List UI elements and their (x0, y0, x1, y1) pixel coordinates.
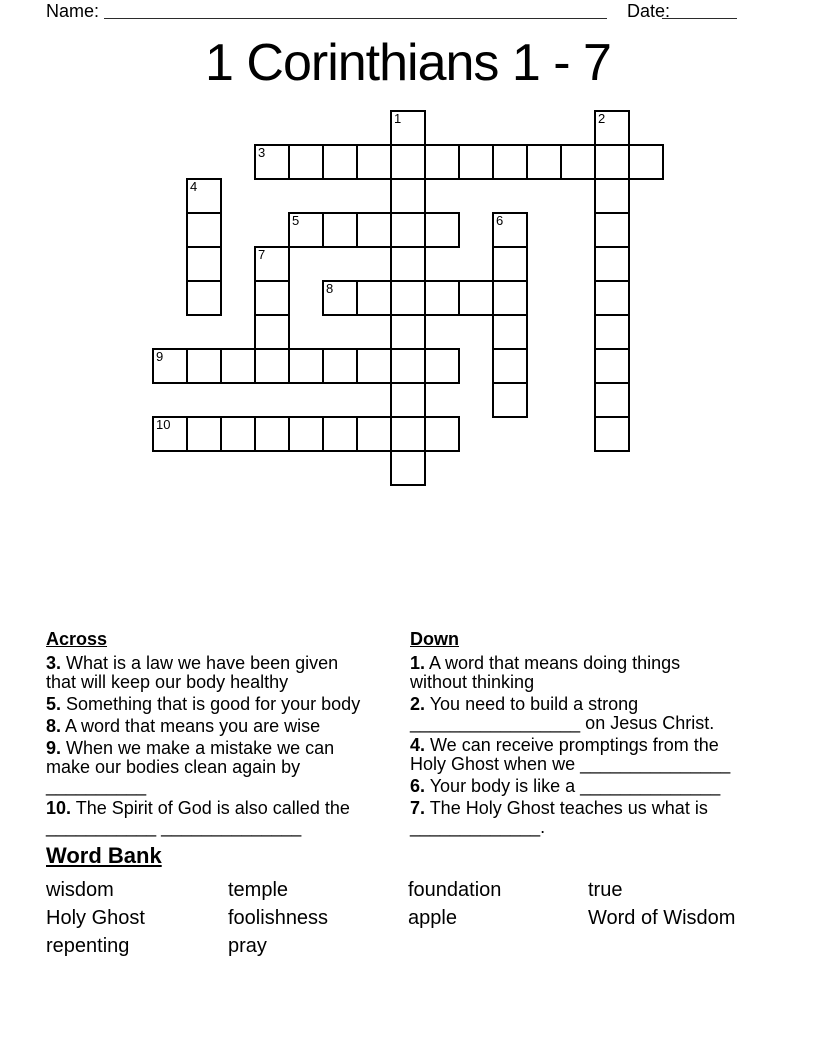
clue-number: 5. (46, 694, 62, 714)
grid-cell-r1-c3 (254, 144, 290, 180)
grid-cell-r5-c1 (186, 280, 222, 316)
clue-number: 2. (410, 694, 426, 714)
grid-cell-r5-c7 (390, 280, 426, 316)
cell-number-5: 5 (292, 213, 300, 228)
grid-cell-r3-c5 (322, 212, 358, 248)
across-clues-section (46, 630, 368, 840)
grid-cell-r5-c6 (356, 280, 392, 316)
cell-number-10: 10 (156, 417, 171, 432)
down-clue-6: 6. Your body is like a ______________ (410, 776, 721, 796)
grid-cell-r1-c10 (492, 144, 528, 180)
grid-cell-r4-c10 (492, 246, 528, 282)
clue-number: 8. (46, 716, 62, 736)
grid-cell-r6-c3 (254, 314, 290, 350)
grid-cell-r1-c14 (628, 144, 664, 180)
word-bank-item: apple (408, 907, 457, 929)
grid-cell-r7-c3 (254, 348, 290, 384)
grid-cell-r4-c1 (186, 246, 222, 282)
grid-cell-r1-c9 (458, 144, 494, 180)
grid-cell-r9-c4 (288, 416, 324, 452)
grid-cell-r9-c1 (186, 416, 222, 452)
grid-cell-r1-c13 (594, 144, 630, 180)
grid-cell-r5-c10 (492, 280, 528, 316)
grid-cell-r6-c7 (390, 314, 426, 350)
down-clue-7: 7. The Holy Ghost teaches us what is _____________. (410, 798, 708, 837)
cell-number-8: 8 (326, 281, 334, 296)
grid-cell-r7-c1 (186, 348, 222, 384)
cell-number-6: 6 (496, 213, 504, 228)
word-bank-heading: Word Bank (46, 843, 162, 868)
across-clue-5: 5. Something that is good for your body (46, 694, 361, 714)
grid-cell-r9-c6 (356, 416, 392, 452)
grid-cell-r4-c7 (390, 246, 426, 282)
down-clues-section (410, 630, 740, 840)
grid-cell-r2-c7 (390, 178, 426, 214)
page-title: 1 Corinthians 1 - 7 (205, 34, 611, 92)
grid-cell-r9-c3 (254, 416, 290, 452)
grid-cell-r7-c0 (152, 348, 188, 384)
grid-cell-r1-c11 (526, 144, 562, 180)
grid-cell-r8-c13 (594, 382, 630, 418)
grid-cell-r5-c5 (322, 280, 358, 316)
grid-cell-r8-c7 (390, 382, 426, 418)
grid-cell-r10-c7 (390, 450, 426, 486)
grid-cell-r3-c13 (594, 212, 630, 248)
grid-cell-r7-c10 (492, 348, 528, 384)
grid-cell-r7-c6 (356, 348, 392, 384)
across-clue-8: 8. A word that means you are wise (46, 716, 321, 736)
cell-number-1: 1 (394, 111, 402, 126)
down-clue-2: 2. You need to build a strong _________________ on Jesus Christ. (410, 694, 715, 733)
word-bank-item: temple (228, 879, 289, 901)
cell-number-4: 4 (190, 179, 198, 194)
word-bank-item: repenting (46, 935, 130, 957)
across-heading: Across (46, 629, 108, 649)
grid-cell-r3-c10 (492, 212, 528, 248)
grid-cell-r8-c10 (492, 382, 528, 418)
grid-cell-r7-c2 (220, 348, 256, 384)
word-bank-section (46, 844, 776, 960)
word-bank-item: foolishness (228, 907, 329, 929)
grid-cell-r3-c7 (390, 212, 426, 248)
clue-number: 1. (410, 653, 426, 673)
grid-cell-r3-c4 (288, 212, 324, 248)
down-clue-list (410, 654, 740, 837)
grid-cell-r4-c13 (594, 246, 630, 282)
grid-cell-r1-c12 (560, 144, 596, 180)
grid-cell-r3-c8 (424, 212, 460, 248)
grid-cell-r0-c13 (594, 110, 630, 146)
grid-cell-r3-c6 (356, 212, 392, 248)
word-bank-item: wisdom (46, 879, 114, 901)
word-bank-item: Word of Wisdom (588, 907, 736, 929)
grid-cell-r3-c1 (186, 212, 222, 248)
clue-number: 6. (410, 776, 426, 796)
cell-number-2: 2 (598, 111, 606, 126)
date-blank-line (662, 2, 737, 19)
grid-cell-r5-c13 (594, 280, 630, 316)
grid-cell-r7-c8 (424, 348, 460, 384)
down-clue-4: 4. We can receive promptings from the Holy Ghost when we _______________ (410, 735, 731, 774)
grid-cell-r5-c9 (458, 280, 494, 316)
grid-cell-r9-c7 (390, 416, 426, 452)
grid-cell-r0-c7 (390, 110, 426, 146)
grid-cell-r9-c2 (220, 416, 256, 452)
clue-number: 4. (410, 735, 426, 755)
name-blank-line (104, 2, 607, 19)
crossword-grid (152, 110, 664, 486)
grid-cell-r4-c3 (254, 246, 290, 282)
grid-cell-r1-c7 (390, 144, 426, 180)
grid-cell-r7-c13 (594, 348, 630, 384)
grid-cell-r6-c10 (492, 314, 528, 350)
across-clue-9: 9. When we make a mistake we can make our bodies clean again by __________ (46, 738, 335, 796)
grid-cell-r1-c8 (424, 144, 460, 180)
grid-cell-r7-c7 (390, 348, 426, 384)
cell-number-7: 7 (258, 247, 266, 262)
word-bank-item: pray (228, 935, 267, 957)
grid-cell-r1-c6 (356, 144, 392, 180)
across-clue-3: 3. What is a law we have been given that will keep our body healthy (46, 653, 339, 692)
down-clue-1: 1. A word that means doing things without thinking (410, 653, 681, 692)
grid-cell-r9-c0 (152, 416, 188, 452)
grid-cell-r9-c5 (322, 416, 358, 452)
clue-number: 3. (46, 653, 62, 673)
clue-number: 9. (46, 738, 62, 758)
across-clue-list (46, 654, 368, 837)
grid-cell-r5-c3 (254, 280, 290, 316)
down-heading: Down (410, 629, 459, 649)
grid-cell-r7-c4 (288, 348, 324, 384)
cell-number-3: 3 (258, 145, 266, 160)
grid-cell-r6-c13 (594, 314, 630, 350)
word-bank-item: true (588, 879, 623, 901)
grid-cell-r2-c1 (186, 178, 222, 214)
word-bank-grid (46, 876, 776, 960)
grid-cell-r9-c8 (424, 416, 460, 452)
cell-number-9: 9 (156, 349, 164, 364)
grid-cell-r2-c13 (594, 178, 630, 214)
grid-cell-r9-c13 (594, 416, 630, 452)
across-clue-10: 10. The Spirit of God is also called the ___________ ______________ (46, 798, 350, 837)
word-bank-item: foundation (408, 879, 502, 901)
clue-number: 10. (46, 798, 72, 818)
clue-number: 7. (410, 798, 426, 818)
grid-cell-r1-c5 (322, 144, 358, 180)
word-bank-item: Holy Ghost (46, 907, 145, 929)
grid-cell-r7-c5 (322, 348, 358, 384)
date-label: Date: (627, 1, 671, 21)
grid-cell-r1-c4 (288, 144, 324, 180)
name-label: Name: (46, 1, 100, 21)
grid-cell-r5-c8 (424, 280, 460, 316)
